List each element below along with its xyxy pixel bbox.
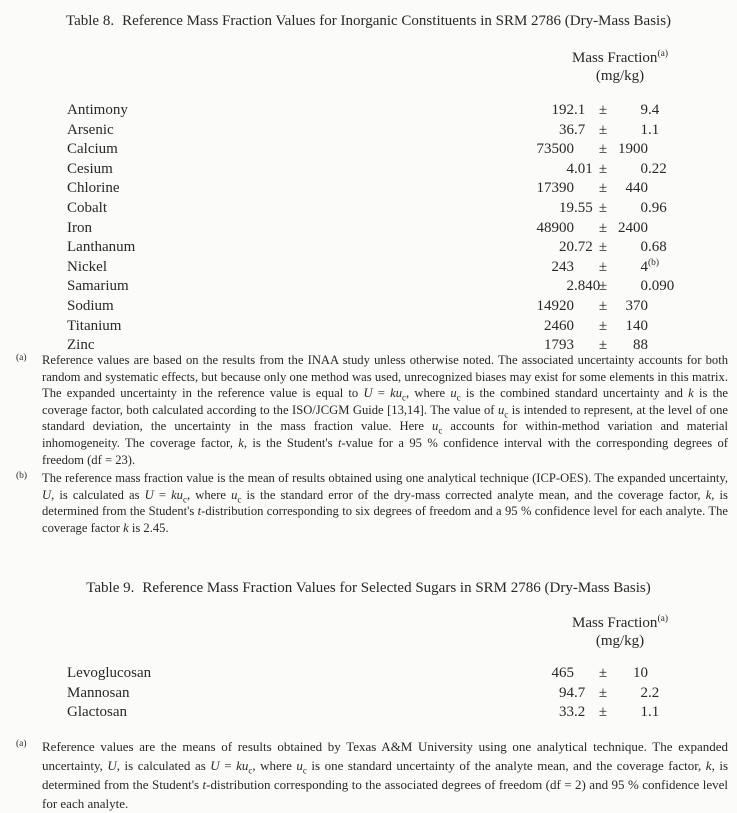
uncertainty-fraction bbox=[648, 219, 737, 239]
value-integer: 4 bbox=[566, 160, 574, 177]
analyte-name: Sodium bbox=[67, 297, 114, 314]
plus-minus-sign: ± bbox=[598, 665, 608, 681]
value-fraction bbox=[574, 258, 596, 278]
table9-rows bbox=[0, 664, 737, 723]
uncertainty-integer: 440 bbox=[625, 180, 648, 197]
table9-title bbox=[0, 580, 737, 597]
uncertainty-integer: 0 bbox=[640, 278, 648, 295]
table8-row bbox=[0, 199, 737, 219]
value-integer: 33 bbox=[559, 704, 574, 721]
uncertainty-integer: 2 bbox=[640, 684, 648, 701]
analyte-name: Levoglucosan bbox=[67, 665, 152, 681]
analyte-name: Iron bbox=[67, 219, 92, 236]
uncertainty-fraction bbox=[648, 664, 737, 684]
uncertainty-fraction bbox=[648, 258, 737, 278]
table9-header-footnote-ref: (a) bbox=[657, 614, 668, 624]
table8-header-line1: Mass Fraction$^{(a)}$ bbox=[572, 49, 668, 66]
value-integer: 48900 bbox=[536, 219, 574, 236]
plus-minus-sign: ± bbox=[598, 337, 608, 354]
table9-footnote-a bbox=[0, 737, 737, 813]
uncertainty-fraction: .68 bbox=[648, 239, 667, 256]
plus-minus-sign: ± bbox=[598, 704, 608, 721]
plus-minus-sign: ± bbox=[598, 239, 608, 256]
uncertainty-fraction: .96 bbox=[648, 199, 667, 216]
footnote-marker: (a) bbox=[16, 739, 27, 749]
value-fraction bbox=[574, 317, 596, 337]
value-fraction: .55 bbox=[574, 199, 593, 216]
analyte-name: Nickel bbox=[67, 258, 107, 275]
value-integer: 73500 bbox=[536, 141, 574, 158]
uncertainty-integer: 10 bbox=[633, 665, 648, 681]
footnote-marker: (a) bbox=[16, 353, 27, 363]
table9-row bbox=[0, 664, 737, 684]
value-integer: 14920 bbox=[536, 297, 574, 314]
value-fraction bbox=[574, 664, 596, 684]
uncertainty-integer: 1 bbox=[640, 704, 648, 721]
table8-footnote-b bbox=[0, 470, 737, 536]
table8-row bbox=[0, 238, 737, 258]
table8-row bbox=[0, 140, 737, 160]
value-integer: 1793 bbox=[544, 337, 574, 354]
value-integer: 2 bbox=[566, 278, 574, 295]
uncertainty-fraction bbox=[648, 179, 737, 199]
uncertainty-integer: 2400 bbox=[618, 219, 648, 236]
value-integer: 19 bbox=[559, 199, 574, 216]
table8-row bbox=[0, 297, 737, 317]
value-fraction: .7 bbox=[574, 121, 586, 138]
table9-header-units: (mg/kg) bbox=[595, 633, 645, 649]
plus-minus-sign: ± bbox=[598, 141, 608, 158]
analyte-name: Mannosan bbox=[67, 684, 130, 701]
value-fraction: .840 bbox=[574, 278, 601, 295]
uncertainty-integer: 9 bbox=[640, 102, 648, 118]
analyte-name: Arsenic bbox=[67, 121, 114, 138]
analyte-name: Zinc bbox=[67, 337, 95, 354]
value-integer: 20 bbox=[559, 239, 574, 256]
uncertainty-fraction: .090 bbox=[648, 278, 675, 295]
value-fraction: .01 bbox=[574, 160, 593, 177]
value-fraction bbox=[574, 297, 596, 317]
analyte-name: Lanthanum bbox=[67, 239, 136, 256]
value-integer: 17390 bbox=[536, 180, 574, 197]
uncertainty-fraction: .1 bbox=[648, 121, 660, 138]
table8-row bbox=[0, 101, 737, 121]
table9-column-header bbox=[520, 614, 720, 650]
table9-row bbox=[0, 684, 737, 704]
analyte-name: Chlorine bbox=[67, 180, 120, 197]
table8-title bbox=[0, 13, 737, 30]
plus-minus-sign: ± bbox=[598, 684, 608, 701]
table9-header-line1: Mass Fraction$^{(a)}$ bbox=[572, 614, 668, 631]
uncertainty-fraction: .1 bbox=[648, 704, 660, 721]
plus-minus-sign: ± bbox=[598, 121, 608, 138]
table8-title-text: Reference Mass Fraction Values for Inorganic Constituents in SRM 2786 (Dry-Mass Basis) bbox=[122, 13, 672, 29]
footnote-marker: (b) bbox=[16, 471, 28, 481]
table8-row bbox=[0, 219, 737, 239]
uncertainty-fraction bbox=[648, 297, 737, 317]
plus-minus-sign: ± bbox=[598, 180, 608, 197]
table8-row bbox=[0, 277, 737, 297]
analyte-name: Antimony bbox=[67, 102, 128, 118]
uncertainty-integer: 140 bbox=[625, 317, 648, 334]
value-fraction: .7 bbox=[574, 684, 586, 701]
table8-row bbox=[0, 179, 737, 199]
value-integer: 465 bbox=[551, 665, 574, 681]
uncertainty-fraction: .22 bbox=[648, 160, 667, 177]
table8-column-header bbox=[520, 49, 720, 85]
uncertainty-fraction bbox=[648, 140, 737, 160]
plus-minus-sign: ± bbox=[598, 297, 608, 314]
value-fraction bbox=[574, 179, 596, 199]
value-integer: 192 bbox=[551, 102, 574, 118]
plus-minus-sign: ± bbox=[598, 219, 608, 236]
value-integer: 2460 bbox=[544, 317, 574, 334]
value-fraction: .1 bbox=[574, 102, 586, 118]
footnote-text: Reference values are based on the results from the INAA study unless otherwise noted. The associated uncertainty accounts for both random and systematic effects, but because only one method was used, unrecognized biases may exist for some elements in this matrix. The expanded uncertainty in the reference value is equal to $U = ku_c$, where $u_c$ is the combined standard uncertainty and k is the coverage factor, both calculated according to the ISO/JCGM Guide [13,14]. The value of $u_c$ is intended to represent, at the level of one standard deviation, the uncertainty in the mass fraction value. Here $u_c$ accounts for within-method variation and material inhomogeneity. The coverage factor, k, is the Student's t-value for a 95 % confidence interval with the corresponding degrees of freedom (df = 23). bbox=[42, 353, 729, 467]
analyte-name: Cobalt bbox=[67, 199, 107, 216]
analyte-name: Titanium bbox=[67, 317, 122, 334]
table8-row bbox=[0, 317, 737, 337]
table8-header-footnote-ref: (a) bbox=[657, 49, 668, 59]
table8-rows bbox=[0, 101, 737, 356]
uncertainty-integer: 4 bbox=[640, 258, 648, 275]
value-integer: 243 bbox=[551, 258, 574, 275]
value-fraction bbox=[574, 140, 596, 160]
uncertainty-integer: 0 bbox=[640, 199, 648, 216]
plus-minus-sign: ± bbox=[598, 102, 608, 118]
plus-minus-sign: ± bbox=[598, 317, 608, 334]
value-fraction: .2 bbox=[574, 704, 586, 721]
table9-title-label: Table 9. bbox=[86, 580, 135, 596]
footnote-text: The reference mass fraction value is the mean of results obtained using one analytical technique (ICP-OES). The expanded uncertainty, U, is calculated as $U = ku_c$, where $u_c$ is the standard error of the dry-mass corrected analyte mean, and the coverage factor, k, is determined from the Student's t-distribution corresponding to six degrees of freedom and a 95 % confidence level for each analyte. The coverage factor k is 2.45. bbox=[42, 471, 728, 535]
uncertainty-integer: 1 bbox=[640, 121, 648, 138]
analyte-name: Calcium bbox=[67, 141, 118, 158]
uncertainty-integer: 370 bbox=[625, 297, 648, 314]
analyte-name: Samarium bbox=[67, 278, 129, 295]
table8-row bbox=[0, 258, 737, 278]
uncertainty-fraction: .2 bbox=[648, 684, 660, 701]
analyte-name: Glactosan bbox=[67, 704, 127, 721]
analyte-name: Cesium bbox=[67, 160, 113, 177]
value-integer: 36 bbox=[559, 121, 574, 138]
uncertainty-fraction: .4 bbox=[648, 102, 660, 118]
table9-row bbox=[0, 703, 737, 723]
plus-minus-sign: ± bbox=[598, 160, 608, 177]
uncertainty-integer: 0 bbox=[640, 239, 648, 256]
table8-header-units: (mg/kg) bbox=[595, 68, 645, 84]
table8-footnote-a bbox=[0, 352, 737, 468]
value-fraction bbox=[574, 219, 596, 239]
value-fraction: .72 bbox=[574, 239, 593, 256]
value-integer: 94 bbox=[559, 684, 574, 701]
uncertainty-footnote-ref: (b) bbox=[648, 257, 660, 268]
uncertainty-integer: 88 bbox=[633, 337, 648, 354]
plus-minus-sign: ± bbox=[598, 199, 608, 216]
table8-row bbox=[0, 160, 737, 180]
uncertainty-integer: 0 bbox=[640, 160, 648, 177]
footnote-text: Reference values are the means of results obtained by Texas A&M University using one analytical technique. The expanded uncertainty, U, is calculated as $U = ku_c$, where $u_c$ is one standard uncertainty of the analyte mean, and the coverage factor, k, is determined from the Student's t-distribution corresponding to the associated degrees of freedom (df = 2) and 95 % confidence level for each analyte. bbox=[42, 739, 729, 811]
table8-row bbox=[0, 121, 737, 141]
uncertainty-fraction bbox=[648, 317, 737, 337]
plus-minus-sign: ± bbox=[598, 258, 608, 275]
table9-title-text: Reference Mass Fraction Values for Selected Sugars in SRM 2786 (Dry-Mass Basis) bbox=[142, 580, 651, 596]
table8-title-label: Table 8. bbox=[65, 13, 115, 29]
uncertainty-integer: 1900 bbox=[618, 141, 648, 158]
plus-minus-sign: ± bbox=[598, 278, 608, 295]
